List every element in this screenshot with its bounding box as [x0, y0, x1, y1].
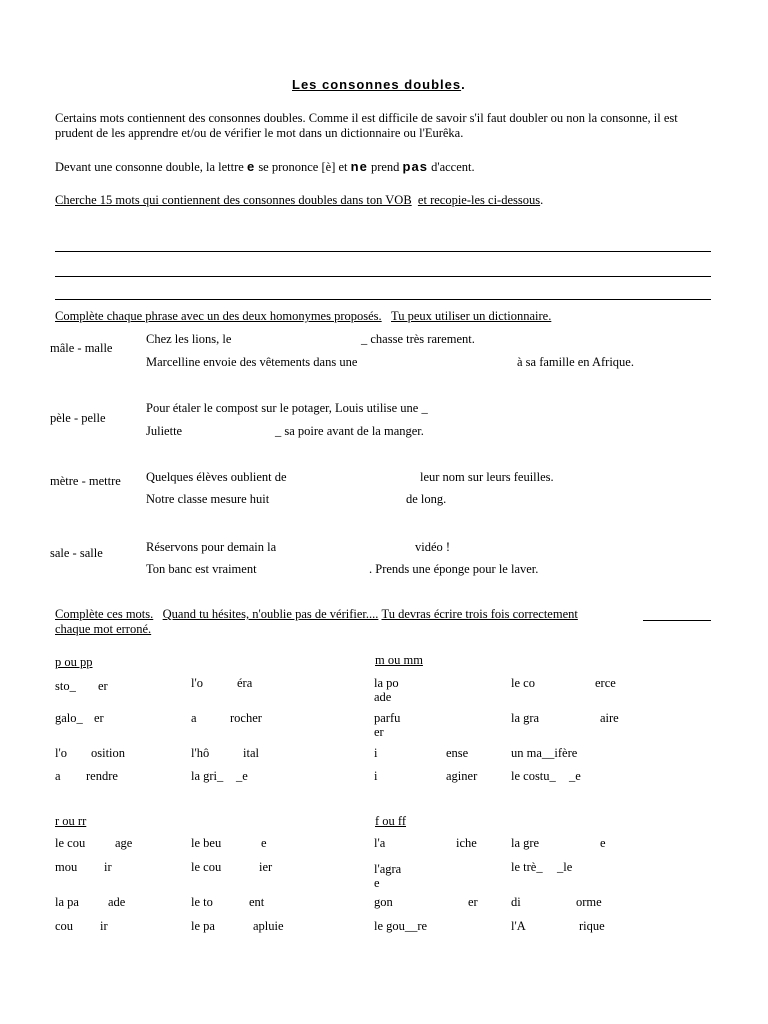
homonym-sentence: Pour étaler le compost sur le potager, Louis utilise une _	[146, 401, 428, 415]
word-fragment: l'hô	[191, 746, 210, 760]
homonym-label: pèle - pelle	[50, 411, 106, 425]
homonym-label: sale - salle	[50, 546, 103, 560]
word-fragment: ade	[374, 690, 392, 704]
word-fragment: l'o	[191, 676, 203, 690]
word-fragment: le to	[191, 895, 213, 909]
instruction-vob: Cherche 15 mots qui contiennent des consonnes doubles dans ton VOB et recopie-les ci-dessous.	[55, 193, 544, 207]
word-fragment: ir	[100, 919, 108, 933]
word-fragment: er	[468, 895, 478, 909]
word-fragment: rendre	[86, 769, 118, 783]
homonym-sentence: Juliette	[146, 424, 183, 438]
homonym-label: mâle - malle	[50, 341, 113, 355]
word-fragment: la gri_	[191, 769, 224, 783]
word-fragment: le pa	[191, 919, 215, 933]
word-fragment: parfu	[374, 711, 401, 725]
intro-paragraph: Certains mots contiennent des consonnes doubles. Comme il est difficile de savoir s'il faut doubler ou non la consonne, il est prudent de les apprendre et/ou de vérifier le mot dans un dictionnaire ou l'Eurêka.	[55, 111, 678, 140]
word-fragment: le trè_	[511, 860, 543, 874]
homonym-label: mètre - mettre	[50, 474, 121, 488]
word-fragment: di	[511, 895, 521, 909]
homonym-sentence: Notre classe mesure huit	[146, 492, 270, 506]
word-fragment: rique	[579, 919, 605, 933]
word-fragment: er	[94, 711, 104, 725]
instruction-homonyms: Complète chaque phrase avec un des deux homonymes proposés. Tu peux utiliser un dictionnaire.	[55, 309, 552, 323]
writing-line-3[interactable]	[55, 299, 711, 300]
word-fragment: _e	[236, 769, 248, 783]
word-fragment: i	[374, 769, 378, 783]
word-fragment: sto_	[55, 679, 76, 693]
word-fragment: l'a	[374, 836, 386, 850]
group-header-p-pp: p ou pp	[55, 655, 93, 669]
word-fragment: e	[600, 836, 606, 850]
homonym-sentence: Marcelline envoie des vêtements dans une	[146, 355, 358, 369]
word-fragment: le cou	[191, 860, 222, 874]
word-fragment: _e	[569, 769, 581, 783]
word-fragment: l'agra	[374, 862, 402, 876]
word-fragment: er	[374, 725, 384, 739]
word-fragment: ent	[249, 895, 265, 909]
word-fragment: éra	[237, 676, 253, 690]
word-fragment: le costu_	[511, 769, 556, 783]
rule-pas: pas	[402, 159, 428, 174]
word-fragment: orme	[576, 895, 602, 909]
word-fragment: ense	[446, 746, 469, 760]
word-fragment: ir	[104, 860, 112, 874]
word-fragment: ade	[108, 895, 126, 909]
rule-ne: ne	[350, 159, 368, 174]
homonym-sentence: Réservons pour demain la	[146, 540, 277, 554]
word-fragment: a	[55, 769, 61, 783]
homonym-sentence: Chez les lions, le	[146, 332, 232, 346]
word-fragment: gon	[374, 895, 393, 909]
homonym-sentence: . Prends une éponge pour le laver.	[369, 562, 539, 576]
word-fragment: cou	[55, 919, 74, 933]
writing-line-1[interactable]	[55, 251, 711, 252]
word-fragment: la gre	[511, 836, 540, 850]
word-fragment: er	[98, 679, 108, 693]
word-fragment: galo_	[55, 711, 83, 725]
homonym-sentence: _ chasse très rarement.	[361, 332, 475, 346]
word-fragment: rocher	[230, 711, 262, 725]
instruction-words: Complète ces mots. Quand tu hésites, n'oublie pas de vérifier.... Tu devras écrire trois fois correctement	[55, 607, 578, 621]
word-fragment: _le	[557, 860, 573, 874]
word-fragment: le gou__re	[374, 919, 428, 933]
homonym-sentence: _ sa poire avant de la manger.	[275, 424, 424, 438]
homonym-sentence: Quelques élèves oublient de	[146, 470, 287, 484]
word-fragment: l'o	[55, 746, 67, 760]
group-header-r-rr: r ou rr	[55, 814, 87, 828]
word-fragment: i	[374, 746, 378, 760]
instruction-underline	[643, 620, 711, 621]
word-fragment: un ma__ifère	[511, 746, 578, 760]
group-header-f-ff: f ou ff	[375, 814, 407, 828]
homonym-sentence: leur nom sur leurs feuilles.	[420, 470, 554, 484]
word-fragment: e	[374, 876, 380, 890]
word-fragment: le co	[511, 676, 535, 690]
word-fragment: a	[191, 711, 197, 725]
word-fragment: le cou	[55, 836, 86, 850]
word-fragment: la pa	[55, 895, 79, 909]
homonym-sentence: Ton banc est vraiment	[146, 562, 257, 576]
word-fragment: apluie	[253, 919, 284, 933]
word-fragment: la po	[374, 676, 399, 690]
word-fragment: mou	[55, 860, 78, 874]
writing-line-2[interactable]	[55, 276, 711, 277]
word-fragment: la gra	[511, 711, 540, 725]
word-fragment: osition	[91, 746, 126, 760]
instruction-words-cont: chaque mot erroné.	[55, 622, 152, 636]
word-fragment: iche	[456, 836, 477, 850]
homonym-sentence: vidéo !	[415, 540, 451, 554]
page-title: Les consonnes doubles.	[292, 77, 466, 92]
word-fragment: ital	[243, 746, 259, 760]
homonym-sentence: à sa famille en Afrique.	[517, 355, 634, 369]
word-fragment: ier	[259, 860, 273, 874]
word-fragment: e	[261, 836, 267, 850]
rule-sentence: Devant une consonne double, la lettre e se prononce [è] et ne prend pas d'accent.	[55, 159, 475, 174]
rule-letter-e: e	[246, 159, 256, 174]
word-fragment: aire	[600, 711, 619, 725]
word-fragment: erce	[595, 676, 616, 690]
group-header-m-mm: m ou mm	[375, 653, 423, 667]
word-fragment: aginer	[446, 769, 478, 783]
word-fragment: age	[115, 836, 133, 850]
word-fragment: l'A	[511, 919, 526, 933]
word-fragment: le beu	[191, 836, 222, 850]
homonym-sentence: de long.	[406, 492, 447, 506]
